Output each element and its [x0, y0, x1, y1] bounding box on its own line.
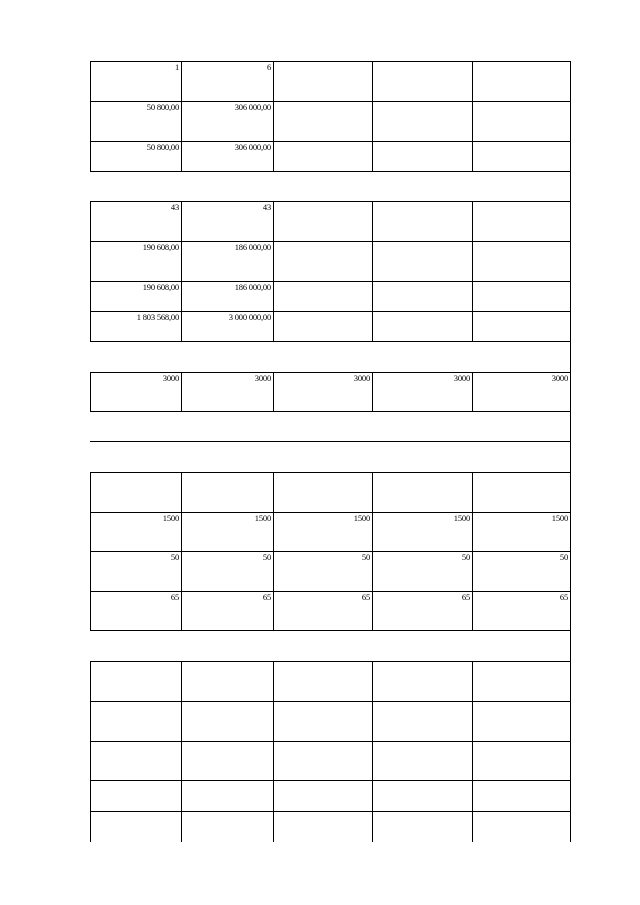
block-4-cell: 1500	[353, 513, 370, 523]
block-4-rule	[90, 472, 571, 473]
block-3-column-rule	[273, 372, 274, 412]
block-1-cell: 1	[174, 62, 179, 72]
block-4-cell: 65	[361, 592, 370, 602]
block-4-cell: 50	[461, 552, 470, 562]
block-1-column-rule	[90, 61, 91, 172]
block-4-cell: 50	[559, 552, 568, 562]
block-2-cell: 43	[170, 202, 179, 212]
block-5-column-rule	[181, 661, 182, 842]
block-3-column-rule	[90, 372, 91, 412]
block-1-cell: 306 000,00	[234, 102, 271, 112]
block-4-cell: 50	[170, 552, 179, 562]
block-1-cell: 6	[266, 62, 271, 72]
block-1-cell: 50 800,00	[146, 142, 179, 152]
block-1-cell: 50 800,00	[146, 102, 179, 112]
block-2-cell: 43	[262, 202, 271, 212]
block-2-cell: 190 608,00	[142, 242, 179, 252]
block-2-cell: 186 000,00	[234, 242, 271, 252]
block-4-cell: 65	[461, 592, 470, 602]
block-2-cell: 1 803 568,00	[136, 312, 179, 322]
block-5-rule	[90, 811, 571, 812]
block-4-column-rule	[90, 472, 91, 631]
block-2-column-rule	[181, 201, 182, 342]
block-1-column-rule	[181, 61, 182, 172]
block-5-rule	[90, 741, 571, 742]
block-3-column-rule	[372, 372, 373, 412]
block-4-cell: 1500	[551, 513, 568, 523]
block-3-column-rule	[181, 372, 182, 412]
block-2-cell: 186 000,00	[234, 282, 271, 292]
block-3-rule	[90, 411, 571, 412]
block-4-column-rule	[181, 472, 182, 631]
block-4-cell: 1500	[162, 513, 179, 523]
block-4-cell: 65	[262, 592, 271, 602]
block-4-cell: 1500	[254, 513, 271, 523]
block-1-rule	[90, 171, 571, 172]
block-1-column-rule	[273, 61, 274, 172]
block-3-cell: 3000	[551, 373, 568, 383]
block-2-column-rule	[372, 201, 373, 342]
block-4-column-rule	[472, 472, 473, 631]
block-2-column-rule	[273, 201, 274, 342]
section-separator-rule	[90, 441, 571, 442]
block-4-cell: 1500	[453, 513, 470, 523]
block-4-cell: 65	[559, 592, 568, 602]
block-5-column-rule	[372, 661, 373, 842]
block-2-cell: 3 000 000,00	[228, 312, 271, 322]
block-1-cell: 306 000,00	[234, 142, 271, 152]
block-3-column-rule	[472, 372, 473, 412]
block-3-cell: 3000	[453, 373, 470, 383]
block-3-cell: 3000	[162, 373, 179, 383]
block-4-cell: 50	[262, 552, 271, 562]
block-2-column-rule	[90, 201, 91, 342]
block-2-rule	[90, 341, 571, 342]
block-5-column-rule	[273, 661, 274, 842]
block-4-cell: 50	[361, 552, 370, 562]
spreadsheet-page	[90, 61, 571, 841]
block-1-column-rule	[472, 61, 473, 172]
block-4-column-rule	[273, 472, 274, 631]
block-3-cell: 3000	[353, 373, 370, 383]
block-1-column-rule	[372, 61, 373, 172]
block-5-rule	[90, 661, 571, 662]
block-2-cell: 190 608,00	[142, 282, 179, 292]
block-5-rule	[90, 780, 571, 781]
page-right-border	[570, 61, 571, 842]
block-3-cell: 3000	[254, 373, 271, 383]
block-2-column-rule	[472, 201, 473, 342]
block-4-column-rule	[372, 472, 373, 631]
block-5-column-rule	[90, 661, 91, 842]
block-4-rule	[90, 630, 571, 631]
block-5-rule	[90, 701, 571, 702]
block-4-cell: 65	[170, 592, 179, 602]
block-5-column-rule	[472, 661, 473, 842]
